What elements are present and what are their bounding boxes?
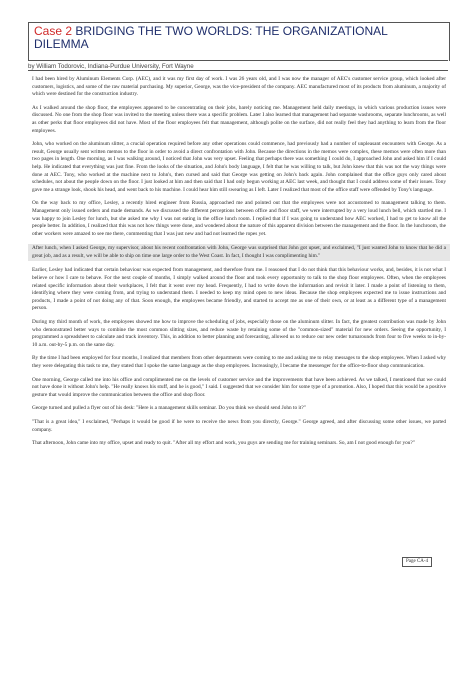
paragraph: Earlier, Lesley had indicated that certain behaviour was expected from management, and therefore from me. I reasoned that I do not think that this behaviour works, and, besides, it is not what I believe or how I care to behave. For the next couple of months, I simply walked around the floor and took every opportunity to talk to the shop floor employees. Often, when the employees related specific information about their workplaces, I felt that it went over my head. Frequently, I had to write down the information and revisit it later. I made a point of listening to them, identifying where they were coming from, and trying to understand them. I needed to keep my mind open to new ideas. Because the shop employees expected me to issue instructions and products, I made a point of not doing any of that. Soon enough, the employees became friendly, and started to accept me as one of their own, or at least as a different type of a management person. (32, 267, 446, 312)
case-body (32, 76, 446, 454)
case-title-text: BRIDGING THE TWO WORLDS: THE ORGANIZATIONAL DILEMMA (34, 24, 388, 51)
paragraph: On the way back to my office, Lesley, a recently hired engineer from Russia, approached me and pointed out that the employees were not accustomed to management talking to them. Management only issued orders and made demands. As we discussed the different perceptions between office and floor staff, we were interrupted by a very loud lunch bell, which startled me. I was happy to join Lesley for lunch, but she asked me why I was not eating in the office lunch room. I replied that if I was going to understand how AEC worked, I had to get to know all the people better. In addition, I realized that this was not how things were done, and wondered about the nature of this apparent division between the management and the floor. In the lunchroom, the other workers were amazed to see me there, commenting that I was just new and had not learned the ropes yet. (32, 200, 446, 237)
page-reference: Page CA-4 (402, 557, 432, 567)
paragraph: George turned and pulled a flyer out of his desk: "Here is a management skills seminar. Do you think we should send John to it?" (32, 405, 306, 412)
paragraph: As I walked around the shop floor, the employees appeared to be concentrating on their jobs, barely noticing me. Management held daily meetings, in which various production issues were discussed. No one from the shop floor was invited to the meeting unless there was a specific problem. Later I also learned that management had separate washrooms, separate lunchrooms, as well as other perks that floor employees did not have. Most of the floor employees felt that management, although polite on the surface, did not really feel they had anything to learn from the floor employees. (32, 104, 446, 134)
paragraph: I had been hired by Aluminum Elements Corp. (AEC), and it was my first day of work. I was 26 years old, and I was now the manager of AEC's customer service group, which looked after customers, logistics, and some of the raw material purchasing. My superior, George, was the vice-president of the company. AEC manufactured most of its products from aluminum, a majority of which were destined for the construction industry. (32, 76, 446, 98)
case-label: Case 2 (34, 24, 73, 38)
paragraph: During my third month of work, the employees showed me how to improve the scheduling of jobs, especially those on the aluminum slitter. In fact, the greatest contribution was made by John who demonstrated better ways to combine the most common slitting sizes, and reduce waste by retaining some of the "common-sized" material for new orders. Seeing the opportunity, I programmed a spreadsheet to calculate and track inventory. This, in addition to better planning and forecasting, allowed us to reduce our new order turnarounds from four to five weeks to in-by-10 a.m. out-by-5 p.m. on the same day. (32, 319, 446, 348)
author-line: by William Todorovic, Indiana-Purdue University, Fort Wayne (28, 60, 448, 71)
paragraph: John, who worked on the aluminum slitter, a crucial operation required before any other operations could commence, had previously had a number of unpleasant encounters with George. As a result, George usually sent written memos to the floor in order to avoid a direct confrontation with John. Because the directions in the memos were complex, these memos were often more than two pages in length. One morning, as I was walking around, I noticed that John was very upset. Feeling that perhaps there was something I could do, I approached John and asked him if I could help. He indicated that everything was just fine. From the looks of the situation, and John's body language, I felt that he was willing to talk, but John knew that this was not the way things were done at AEC. Tony, who worked at the machine next to John's, then cursed and said that George was getting on John's back again. John complained that the office guys only cared about schedules, not about the people down on the floor. I just looked at him and then said that I had only begun working at AEC last week, and thought that I could address some of their issues. Tony gave me a strange look, shook his head, and went back to his machine. I could hear him still swearing as I left. Later I realized that most of the office staff were offended by Tony's language. (32, 141, 446, 193)
paragraph: One morning, George called me into his office and complimented me on the levels of customer service and the improvements that have been achieved. As we talked, I mentioned that we could not have done it without John's help. "He really knows his stuff, and he is good," I said. I suggested that we consider him for some type of a promotion. Also, I hoped that this would be a positive gesture that would improve the communication between the office and shop floor. (32, 376, 446, 398)
highlighted-paragraph: After lunch, when I asked George, my supervisor, about his recent confrontation with John, George was surprised that John got upset, and exclaimed, "I just wanted John to know that he did a great job, and as a result, we will be able to ship on time one large order to the West Coast. In fact, I thought I was complimenting him." (28, 244, 450, 261)
paragraph: That afternoon, John came into my office, upset and ready to quit. "After all my effort and work, you guys are sending me for training seminars. So, am I not good enough for you?" (32, 440, 415, 447)
paragraph: "That is a great idea," I exclaimed, "Perhaps it would be good if he were to receive the news from you directly, George." George agreed, and after discussing some other issues, we parted company. (32, 418, 446, 433)
case-title (34, 25, 444, 51)
paragraph: By the time I had been employed for four months, I realized that members from other departments were coming to me and asking me to relay messages to the shop employees. When I asked why they were delegating this task to me, they stated that I spoke the same language as the shop employees. Increasingly, I became the messenger for the office-to-floor shop communication. (32, 355, 446, 369)
